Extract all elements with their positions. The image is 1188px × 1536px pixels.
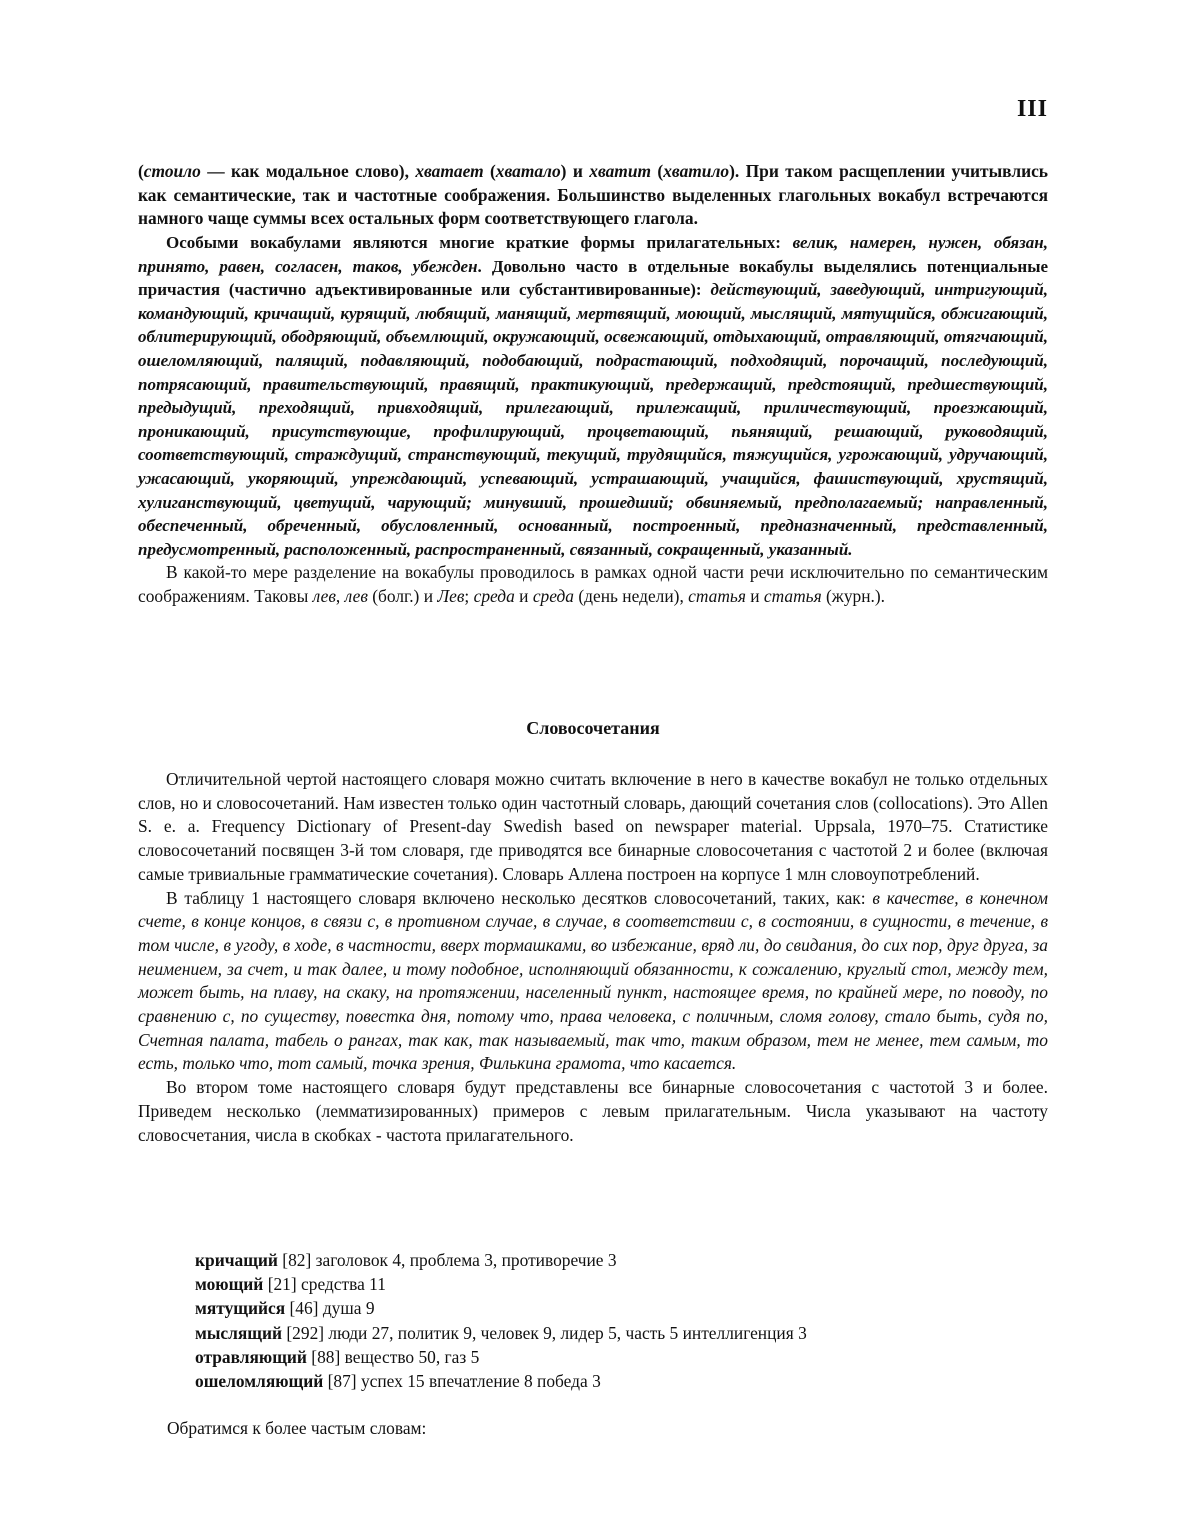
paragraph-semantic-split: В какой-то мере разделение на вокабулы проводилось в рамках одной части речи исключительно по семантическим соображениям. Таковы лев, лев (болг.) и Лев; среда и среда (день недели), статья и статья (журн.). xyxy=(138,562,1048,607)
page-number: III xyxy=(1016,96,1048,122)
paragraph-second-volume: Во втором томе настоящего словаря будут представлены все бинарные словосочетания с частотой 3 и более. Приведем несколько (лемматизированных) примеров с левым прилагательным. Числа указывают на частоту словосчетания, числа в скобках - частота прилагательного. xyxy=(138,1077,1048,1145)
collocation-entry: мыслящий [292] люди 27, политик 9, человек 9, лидер 5, часть 5 интеллигенция 3 xyxy=(195,1322,807,1343)
collocation-entry: моющий [21] средства 11 xyxy=(195,1274,386,1295)
section-heading: Словосочетания xyxy=(526,718,660,738)
closing-line: Обратимся к более частым словам: xyxy=(167,1418,427,1438)
collocation-entry: кричащий [82] заголовок 4, проблема 3, противоречие 3 xyxy=(195,1250,617,1270)
collocation-entry: отравляющий [88] вещество 50, газ 5 xyxy=(195,1346,480,1367)
paragraph-short-forms: Особыми вокабулами являются многие краткие формы прилагательных: велик, намерен, нужен, обязан, принято, равен, согласен, таков, убежден. Довольно часто в отдельные вокабулы выделялись потенциальные причастия (частично адъективированные или субстантивированные): действующий, заведующий, интригующий, командующий, кричащий, курящий, любящий, манящий, мертвящий, моющий, мыслящий, мятущийся, обжигающий, облитерирующий, ободряющий, объемлющий, окружающий, освежающий, отдыхающий, отравляющий, отягчающий, ошеломляющий, палящий, подавляющий, подобающий, подрастающий, подходящий, порочащий, последующий, потрясающий, правительствующий, правящий, практикующий, предержащий, предстоящий, предшествующий, предыдущий, преходящий, привходящий, прилегающий, прилежащий, приличествующий, проезжающий, проникающий, присутствующие, профилирующий, процветающий, пьянящий, решающий, руководящий, соответствующий, страждущий, странствующий, текущий, трудящийся, тяжущийся, угрожающий, удручающий, ужасающий, укоряющий, упреждающий, успевающий, устрашающий, учащийся, фашиствующий, хрустящий, хулиганствующий, цветущий, чарующий; минувший, прошедший; обвиняемый, предполагаемый; направленный, обеспеченный, обреченный, обусловленный, основанный, построенный, предназначенный, представленный, предусмотренный, расположенный, распространенный, связанный, сокращенный, указанный. xyxy=(138,233,1049,559)
paragraph-collocations-list: В таблицу 1 настоящего словаря включено несколько десятков словосочетаний, таких, как: в качестве, в конечном счете, в конце концов, в связи с, в противном случае, в случае, в соответствии с, в состоянии, в сущности, в течение, в том числе, в угоду, в ходе, в частности, вверх тормашками, во избежание, вряд ли, до свидания, до сих пор, друг друга, за неимением, за счет, и так далее, и тому подобное, исполняющий обязанности, к сожалению, круглый стол, между тем, может быть, на плаву, на скаку, на протяжении, населенный пункт, настоящее время, по крайней мере, по поводу, по сравнению с, по существу, повестка дня, потому что, права человека, с поличным, сломя голову, стало быть, судя по, Счетная палата, табель о рангах, так как, так называемый, так что, таким образом, тем не менее, тем самым, то есть, только что, тот самый, точка зрения, Филькина грамота, что касается. xyxy=(138,887,1048,1074)
upper-text-block xyxy=(138,160,1048,609)
collocation-examples xyxy=(195,1248,807,1393)
collocation-entry: ошеломляющий [87] успех 15 впечатление 8 победа 3 xyxy=(195,1371,601,1392)
lower-text-block xyxy=(138,768,1048,1147)
paragraph-continuation: (стоило — как модальное слово), хватает (хватало) и хватит (хватило). При таком расщеплении учитывлись как семантические, так и частотные соображения. Большинство выделенных глагольных вокабул встречаются намного чаще суммы всех остальных форм соответствующего глагола. xyxy=(138,161,1049,229)
paragraph-collocations-intro: Отличительной чертой настоящего словаря можно считать включение в него в качестве вокабул не только отдельных слов, но и словосочетаний. Нам известен только один частотный словарь, дающий сочетания слов (collocations). Это Allen S. e. a. Frequency Dictionary of Present-day Swedish based on newspaper material. Uppsala, 1970–75. Статистике словосочетаний посвящен 3-й том словаря, где приводятся все бинарные словосочетания с частотой 2 и более (включая самые тривиальные грамматические сочетания). Словарь Аллена построен на корпусе 1 млн словоупотреблений. xyxy=(138,769,1048,884)
collocation-entry: мятущийся [46] душа 9 xyxy=(195,1298,375,1319)
